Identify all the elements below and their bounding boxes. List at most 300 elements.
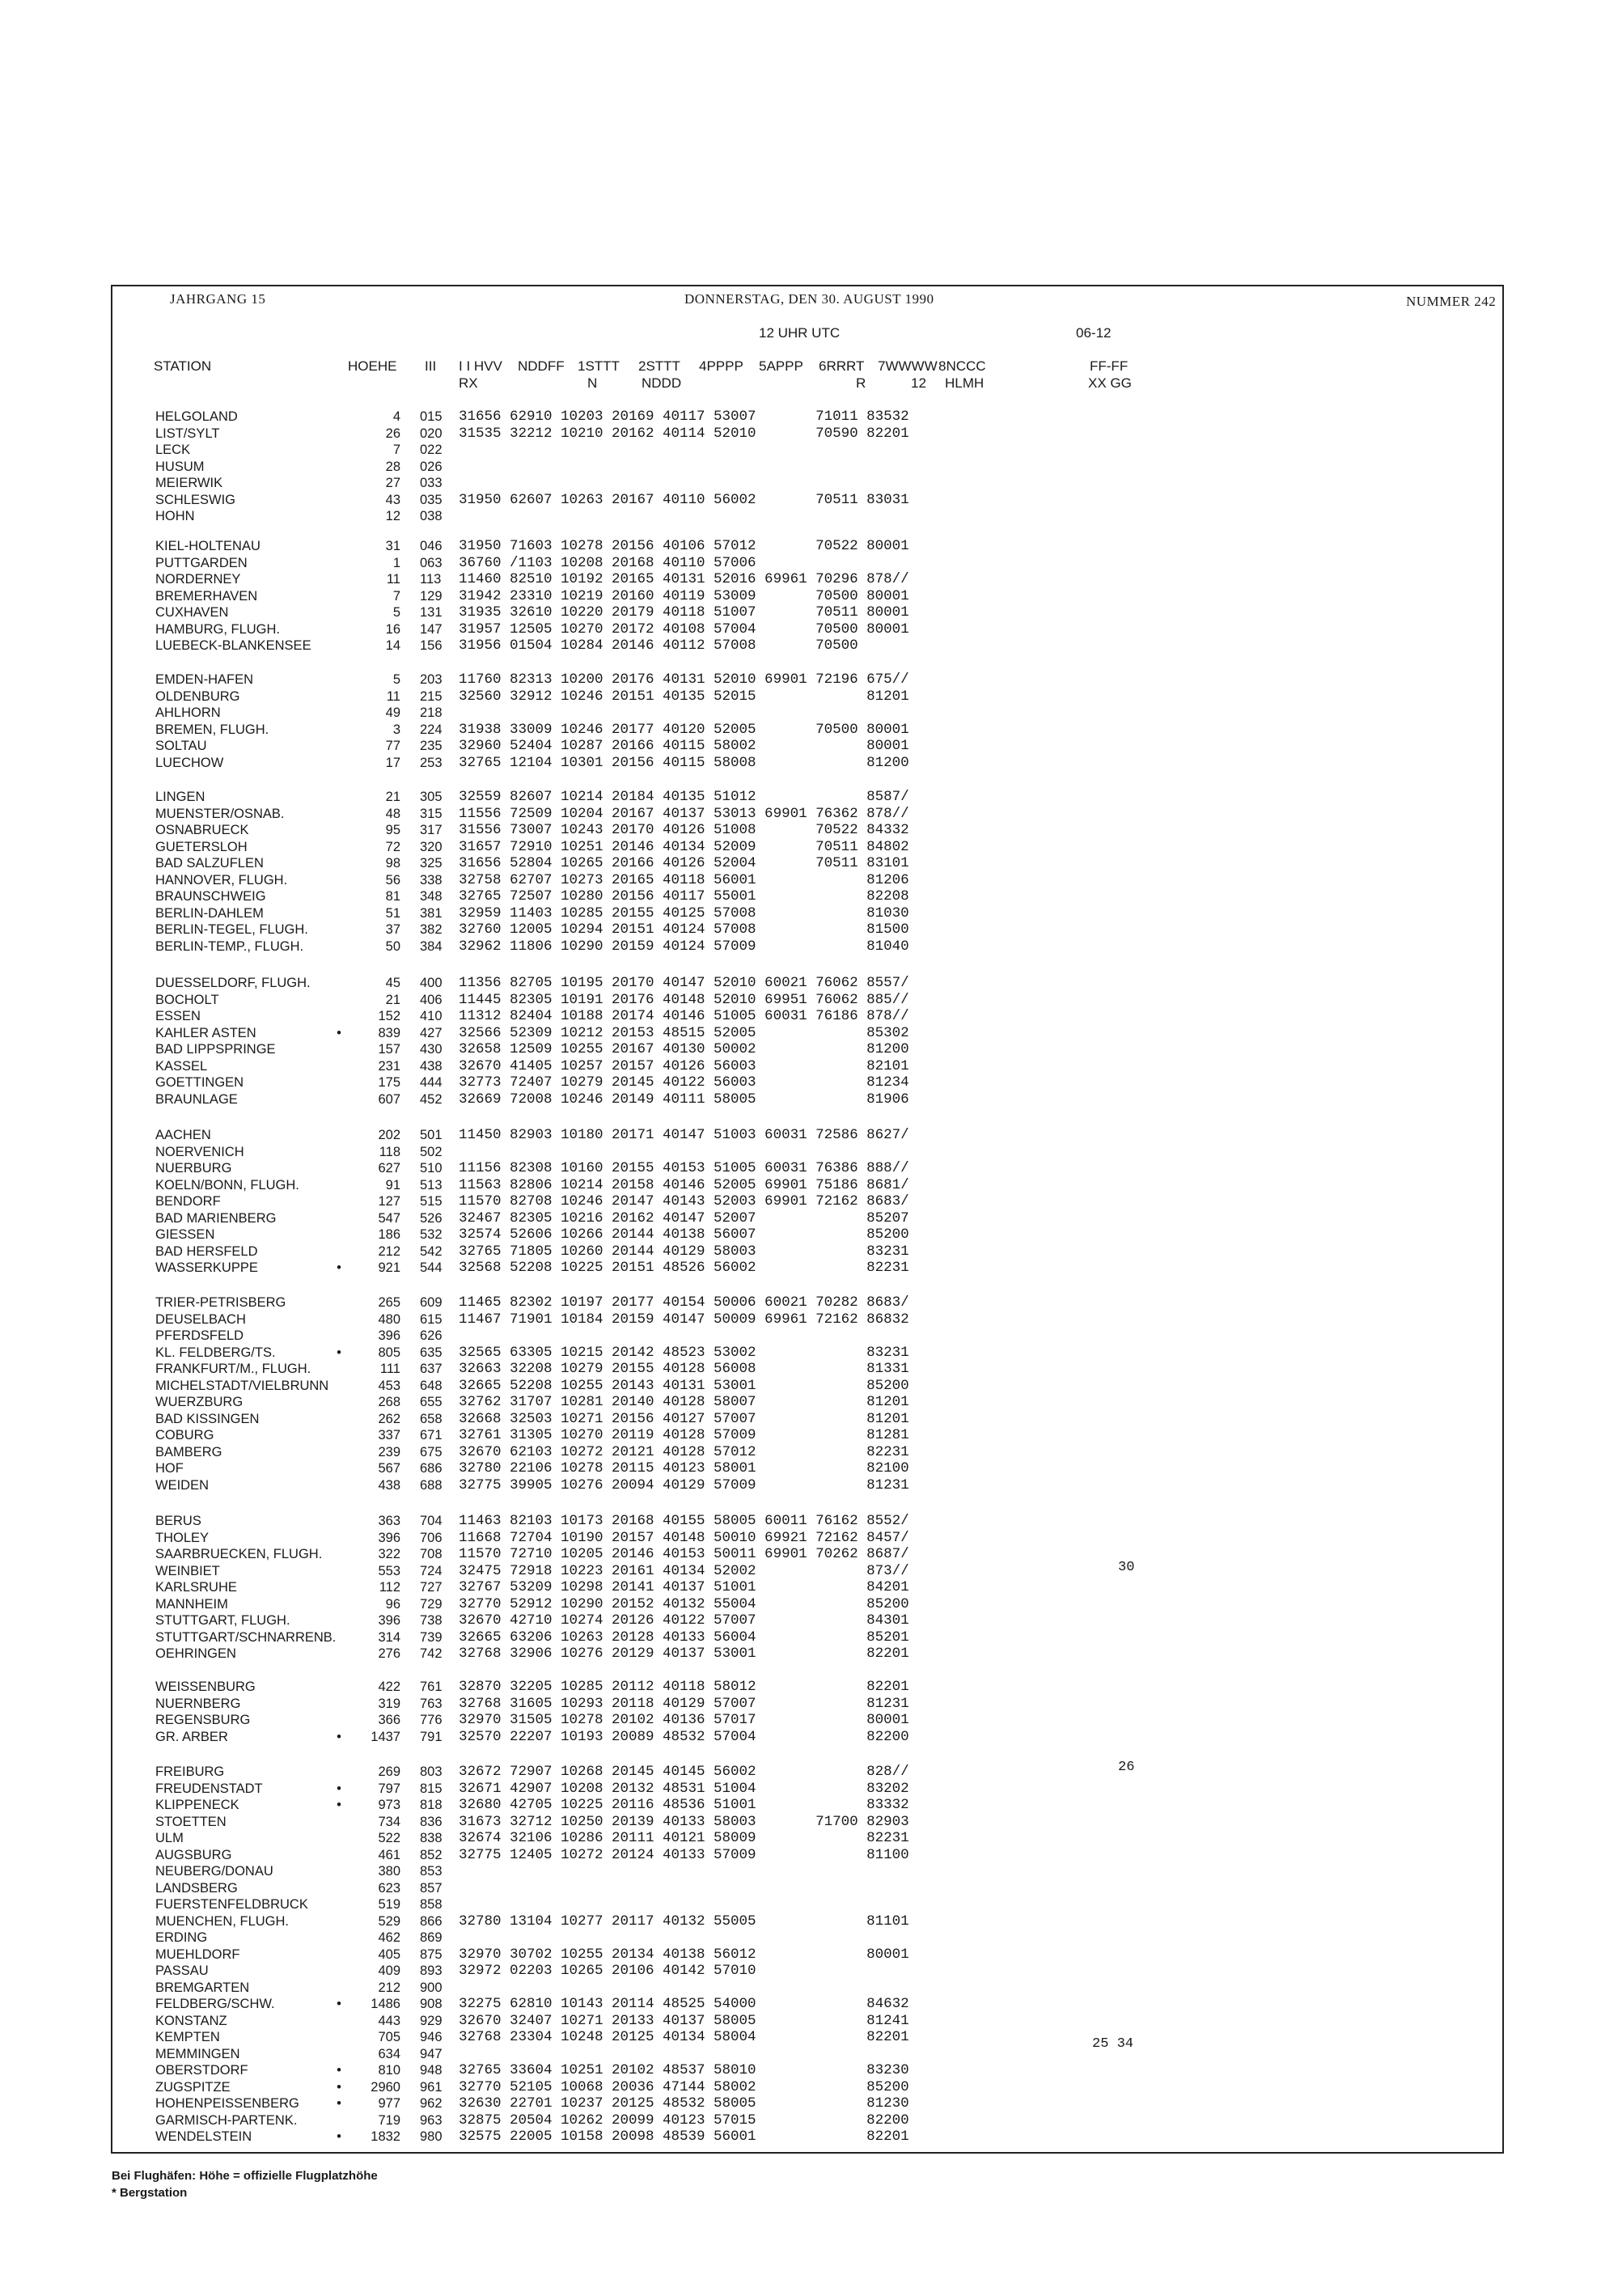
station-name: AUGSBURG (155, 1847, 232, 1862)
synop-groups: 11760 82313 10200 20176 40131 52010 69901 72196 675// (459, 671, 909, 688)
station-height: 56 (385, 872, 400, 887)
date-label: DONNERSTAG, DEN 30. AUGUST 1990 (684, 291, 934, 307)
station-height: 719 (378, 2112, 400, 2128)
station-name: MUEHLDORF (155, 1947, 240, 1962)
station-index: 962 (420, 2096, 443, 2111)
station-name: CUXHAVEN (155, 605, 229, 620)
station-name: WEIDEN (155, 1477, 209, 1493)
station-height: 7 (392, 588, 400, 604)
station-height: 276 (378, 1646, 400, 1661)
mountain-marker (333, 1460, 345, 1477)
station-name: SCHLESWIG (155, 492, 236, 507)
station-index: 320 (420, 839, 443, 854)
mountain-marker (333, 921, 345, 938)
mountain-marker (333, 1546, 345, 1563)
synop-groups: 31938 33009 10246 20177 40120 52005 70500 80001 (459, 721, 909, 738)
station-name: KEMPTEN (155, 2030, 220, 2044)
synop-groups: 32770 52105 10068 20036 47144 58002 85200 (459, 2078, 909, 2095)
station-height: 396 (378, 1530, 400, 1545)
station-height: 26 (385, 426, 400, 441)
station-index: 438 (420, 1058, 443, 1074)
station-height: 634 (378, 2046, 400, 2061)
station-name: PASSAU (155, 1963, 209, 1978)
synop-groups: 32568 52208 10225 20151 48526 56002 82231 (459, 1260, 909, 1276)
mountain-marker (333, 442, 345, 459)
station-name: BREMERHAVEN (155, 588, 258, 604)
mountain-marker (333, 1947, 345, 1963)
mountain-marker (333, 621, 345, 638)
station-name: GUETERSLOH (155, 839, 248, 854)
station-index: 325 (420, 856, 443, 871)
synop-groups: 32275 62810 10143 20114 48525 54000 84632 (459, 1996, 909, 2012)
synop-groups: 31673 32712 10250 20139 40133 58003 71700 82903 (459, 1813, 909, 1830)
station-index: 900 (420, 1980, 443, 1995)
mountain-marker (333, 426, 345, 443)
station-name: LUECHOW (155, 755, 224, 770)
col-9a: 8NCCC (938, 358, 986, 374)
station-name: MUENCHEN, FLUGH. (155, 1913, 290, 1929)
station-index: 853 (420, 1864, 443, 1879)
station-index: 430 (420, 1042, 443, 1057)
station-height: 405 (378, 1947, 400, 1962)
col-1b: RX (459, 375, 478, 391)
synop-groups: 11465 82302 10197 20177 40154 50006 60021 70282 8683/ (459, 1294, 909, 1311)
mountain-marker (333, 789, 345, 806)
station-height: 547 (378, 1210, 400, 1226)
station-name: NORDERNEY (155, 572, 241, 587)
station-index: 658 (420, 1411, 443, 1426)
synop-groups: 31656 62910 10203 20169 40117 53007 71011 83532 (459, 409, 909, 425)
synop-groups: 32658 12509 10255 20167 40130 50002 81200 (459, 1041, 909, 1057)
side-note-1: 30 (1118, 1560, 1135, 1575)
mountain-marker (333, 705, 345, 722)
station-height: 529 (378, 1913, 400, 1929)
station-height: 4 (392, 409, 400, 424)
station-height: 21 (385, 992, 400, 1007)
station-index: 836 (420, 1814, 443, 1829)
mountain-marker (333, 1563, 345, 1580)
station-index: 635 (420, 1345, 443, 1360)
station-name: BAD HERSFELD (155, 1243, 258, 1259)
station-index: 929 (420, 2013, 443, 2028)
station-index: 708 (420, 1547, 443, 1561)
station-height: 839 (378, 1025, 400, 1040)
mountain-marker (333, 2112, 345, 2129)
station-name: OSNABRUECK (155, 823, 249, 837)
station-name: ULM (155, 1831, 184, 1845)
station-name: BAD SALZUFLEN (155, 856, 264, 871)
station-index: 410 (420, 1009, 443, 1023)
station-height: 337 (378, 1428, 400, 1442)
synop-groups: 11563 82806 10214 20158 40146 52005 69901 75186 8681/ (459, 1176, 909, 1193)
station-index: 020 (420, 426, 443, 441)
station-name: DUESSELDORF, FLUGH. (155, 976, 311, 990)
station-name: FREIBURG (155, 1764, 225, 1779)
station-index: 671 (420, 1428, 443, 1442)
synop-groups: 32663 32208 10279 20155 40128 56008 81331 (459, 1361, 909, 1377)
station-index: 253 (420, 755, 443, 770)
col-8b: 12 (911, 375, 926, 391)
col-2a: NDDFF (518, 358, 565, 374)
station-name: NUERNBERG (155, 1696, 241, 1711)
station-height: 27 (385, 476, 400, 490)
mountain-marker (333, 1646, 345, 1663)
station-height: 48 (385, 806, 400, 821)
mountain-marker (333, 1847, 345, 1864)
synop-groups: 32574 52606 10266 20144 40138 56007 85200 (459, 1226, 909, 1243)
station-index: 961 (420, 2079, 443, 2095)
station-name: BRAUNSCHWEIG (155, 889, 266, 904)
station-name: REGENSBURG (155, 1713, 251, 1727)
station-index: 869 (420, 1930, 443, 1945)
mountain-marker (333, 1091, 345, 1108)
mountain-marker (333, 638, 345, 654)
station-height: 5 (392, 605, 400, 620)
station-index: 427 (420, 1025, 443, 1040)
station-index: 704 (420, 1514, 443, 1528)
mountain-marker (333, 1963, 345, 1980)
mountain-marker: • (337, 2096, 341, 2111)
station-name: HOHENPEISSENBERG (155, 2096, 299, 2111)
station-index: 338 (420, 872, 443, 887)
station-index: 315 (420, 806, 443, 821)
mountain-marker (333, 1596, 345, 1613)
synop-groups: 11156 82308 10160 20155 40153 51005 60031 76386 888// (459, 1160, 909, 1176)
station-height: 366 (378, 1713, 400, 1727)
station-height: 422 (378, 1680, 400, 1694)
station-index: 791 (420, 1729, 443, 1744)
synop-groups: 31535 32212 10210 20162 40114 52010 70590 82201 (459, 425, 909, 442)
station-height: 111 (379, 1362, 400, 1376)
mountain-marker: • (337, 1781, 341, 1796)
mountain-marker (333, 1814, 345, 1831)
station-index: 724 (420, 1563, 443, 1578)
station-index: 063 (420, 555, 443, 570)
synop-groups: 32870 32205 10285 20112 40118 58012 82201 (459, 1679, 909, 1695)
station-name: MANNHEIM (155, 1596, 228, 1612)
station-height: 805 (378, 1345, 400, 1360)
station-name: KLIPPENECK (155, 1798, 239, 1812)
synop-groups: 32770 52912 10290 20152 40132 55004 85200 (459, 1595, 909, 1612)
station-height: 1486 (371, 1997, 400, 2011)
station-name: STOETTEN (155, 1814, 227, 1829)
station-name: LIST/SYLT (155, 426, 220, 441)
station-name: BERLIN-TEMP., FLUGH. (155, 938, 304, 954)
station-index: 648 (420, 1378, 443, 1393)
synop-groups: 11312 82404 10188 20174 40146 51005 60031 76186 878// (459, 1008, 909, 1024)
station-name: STUTTGART/SCHNARRENB. (155, 1629, 337, 1645)
station-name: MUENSTER/OSNAB. (155, 806, 285, 821)
synop-groups: 32780 13104 10277 20117 40132 55005 81101 (459, 1913, 909, 1930)
mountain-marker: • (337, 1260, 341, 1275)
station-height: 519 (378, 1897, 400, 1912)
station-index: 980 (420, 2129, 443, 2144)
station-height: 5 (392, 672, 400, 687)
col-9b: HLMH (945, 375, 985, 391)
time-title: 12 UHR UTC (759, 325, 841, 341)
station-index: 963 (420, 2112, 443, 2128)
station-name: OEHRINGEN (155, 1646, 236, 1661)
synop-groups: 32773 72407 10279 20145 40122 56003 81234 (459, 1074, 909, 1091)
mountain-marker (333, 1058, 345, 1075)
station-height: 1832 (371, 2129, 400, 2144)
station-index: 946 (420, 2030, 443, 2044)
footnote-airports: Bei Flughäfen: Höhe = offizielle Flugplatzhöhe (112, 2169, 378, 2183)
station-name: OLDENBURG (155, 688, 240, 704)
station-name: BRAUNLAGE (155, 1091, 238, 1107)
synop-groups: 32768 23304 10248 20125 40134 58004 82201 (459, 2029, 909, 2045)
station-name: FELDBERG/SCHW. (155, 1997, 275, 2011)
station-name: BERLIN-TEGEL, FLUGH. (155, 922, 308, 937)
mountain-marker (333, 1427, 345, 1444)
station-name: HOF (155, 1461, 184, 1476)
mountain-marker (333, 722, 345, 739)
col-iii: III (425, 358, 437, 374)
station-name: HOHN (155, 509, 195, 523)
synop-groups: 32758 62707 10273 20165 40118 56001 81206 (459, 871, 909, 888)
station-name: DEUSELBACH (155, 1311, 246, 1327)
station-index: 544 (420, 1260, 443, 1275)
mountain-marker (333, 1243, 345, 1260)
station-name: WASSERKUPPE (155, 1260, 258, 1275)
synop-groups: 32765 12104 10301 20156 40115 58008 81200 (459, 754, 909, 771)
mountain-marker (333, 1311, 345, 1328)
station-height: 973 (378, 1798, 400, 1812)
station-height: 1 (392, 555, 400, 570)
station-name: SAARBRUECKEN, FLUGH. (155, 1547, 323, 1561)
synop-groups: 32672 72907 10268 20145 40145 56002 828// (459, 1764, 909, 1780)
station-name: LINGEN (155, 790, 205, 804)
station-name: KOELN/BONN, FLUGH. (155, 1177, 299, 1192)
station-height: 202 (378, 1128, 400, 1142)
footnote-mountain: * Bergstation (112, 2186, 188, 2200)
synop-groups: 32630 22701 10237 20125 48532 58005 81230 (459, 2095, 909, 2112)
station-height: 186 (378, 1227, 400, 1242)
station-index: 729 (420, 1596, 443, 1612)
synop-groups: 32765 71805 10260 20144 40129 58003 83231 (459, 1243, 909, 1260)
station-height: 553 (378, 1563, 400, 1578)
station-name: BERUS (155, 1514, 201, 1528)
station-height: 152 (378, 1009, 400, 1023)
station-height: 91 (385, 1177, 400, 1192)
synop-groups: 32670 32407 10271 20133 40137 58005 81241 (459, 2012, 909, 2029)
station-name: ESSEN (155, 1009, 201, 1023)
station-height: 810 (378, 2063, 400, 2078)
station-height: 461 (378, 1847, 400, 1862)
station-index: 502 (420, 1144, 443, 1159)
mountain-marker (333, 1629, 345, 1646)
synop-groups: 11668 72704 10190 20157 40148 50010 69921 72162 8457/ (459, 1529, 909, 1546)
station-height: 363 (378, 1514, 400, 1528)
station-index: 818 (420, 1798, 443, 1812)
synop-groups: 32559 82607 10214 20184 40135 51012 8587/ (459, 789, 909, 805)
mountain-marker (333, 839, 345, 856)
station-name: GARMISCH-PARTENK. (155, 2112, 298, 2128)
mountain-marker (333, 975, 345, 992)
station-height: 734 (378, 1814, 400, 1829)
mountain-marker (333, 604, 345, 621)
station-name: LUEBECK-BLANKENSEE (155, 638, 311, 653)
station-height: 409 (378, 1963, 400, 1978)
station-height: 322 (378, 1547, 400, 1561)
station-index: 763 (420, 1696, 443, 1711)
mountain-marker (333, 1210, 345, 1227)
station-index: 609 (420, 1295, 443, 1310)
station-height: 269 (378, 1764, 400, 1779)
station-height: 51 (385, 905, 400, 921)
station-height: 212 (378, 1980, 400, 1995)
station-index: 235 (420, 739, 443, 753)
synop-groups: 32767 53209 10298 20141 40137 51001 84201 (459, 1579, 909, 1595)
station-height: 11 (386, 572, 400, 587)
station-index: 655 (420, 1395, 443, 1409)
synop-groups: 32674 32106 10286 20111 40121 58009 82231 (459, 1830, 909, 1846)
mountain-marker: • (337, 2079, 341, 2095)
synop-groups: 32765 33604 10251 20102 48537 58010 83230 (459, 2062, 909, 2078)
station-index: 532 (420, 1227, 443, 1242)
mountain-marker (333, 1008, 345, 1025)
station-index: 776 (420, 1713, 443, 1727)
synop-groups: 32671 42907 10208 20132 48531 51004 83202 (459, 1780, 909, 1797)
synop-groups: 11445 82305 10191 20176 40148 52010 69951 76062 885// (459, 991, 909, 1008)
col-8a: 7WWWW (878, 358, 938, 374)
synop-groups: 31950 62607 10263 20167 40110 56002 70511 83031 (459, 491, 909, 508)
station-name: WENDELSTEIN (155, 2129, 252, 2144)
station-index: 727 (420, 1580, 443, 1595)
station-index: 215 (420, 688, 443, 704)
synop-groups: 31957 12505 10270 20172 40108 57004 70500 80001 (459, 621, 909, 638)
synop-groups: 36760 /1103 10208 20168 40110 57006 (459, 554, 756, 571)
mountain-marker (333, 1144, 345, 1161)
mountain-marker (333, 1712, 345, 1729)
station-name: PUTTGARDEN (155, 555, 248, 570)
station-index: 542 (420, 1243, 443, 1259)
station-height: 45 (385, 976, 400, 990)
col-3b: N (587, 375, 598, 391)
station-index: 815 (420, 1781, 443, 1796)
synop-groups: 11570 82708 10246 20147 40143 52003 69901 72162 8683/ (459, 1193, 909, 1209)
station-height: 50 (385, 938, 400, 954)
station-height: 239 (378, 1444, 400, 1459)
col-4a: 2STTT (638, 358, 680, 374)
synop-groups: 32680 42705 10225 20116 48536 51001 83332 (459, 1797, 909, 1813)
station-height: 265 (378, 1295, 400, 1310)
mountain-marker (333, 1764, 345, 1781)
mountain-marker (333, 492, 345, 509)
station-index: 147 (420, 621, 443, 637)
synop-groups: 31956 01504 10284 20146 40112 57008 70500 (459, 638, 858, 654)
synop-groups: 32570 22207 10193 20089 48532 57004 82200 (459, 1728, 909, 1745)
synop-groups: 31935 32610 10220 20179 40118 51007 70511 80001 (459, 604, 909, 621)
station-name: BOCHOLT (155, 992, 219, 1007)
station-height: 98 (385, 856, 400, 871)
station-index: 015 (420, 409, 443, 424)
mountain-marker (333, 1880, 345, 1897)
mountain-marker (333, 409, 345, 426)
station-name: GR. ARBER (155, 1729, 228, 1744)
station-index: 948 (420, 2063, 443, 2078)
synop-groups: 32566 52309 10212 20153 48515 52005 85302 (459, 1024, 909, 1041)
station-index: 803 (420, 1764, 443, 1779)
mountain-marker (333, 1177, 345, 1194)
station-name: BAMBERG (155, 1444, 222, 1459)
station-name: BREMGARTEN (155, 1980, 250, 1995)
synop-groups: 32565 63305 10215 20142 48523 53002 83231 (459, 1344, 909, 1361)
mountain-marker (333, 1696, 345, 1713)
synop-groups: 32970 30702 10255 20134 40138 56012 80001 (459, 1946, 909, 1963)
station-height: 72 (385, 839, 400, 854)
synop-groups: 32670 62103 10272 20121 40128 57012 82231 (459, 1443, 909, 1460)
station-index: 510 (420, 1161, 443, 1176)
station-index: 858 (420, 1897, 443, 1912)
mountain-marker (333, 855, 345, 872)
station-height: 977 (378, 2096, 400, 2111)
station-height: 31 (385, 539, 400, 553)
station-height: 17 (385, 755, 400, 770)
col-7b: R (856, 375, 866, 391)
station-height: 443 (378, 2013, 400, 2028)
station-name: HELGOLAND (155, 409, 238, 424)
station-index: 515 (420, 1194, 443, 1209)
station-index: 875 (420, 1947, 443, 1962)
station-index: 129 (420, 588, 443, 604)
station-name: WEISSENBURG (155, 1680, 256, 1694)
synop-groups: 32560 32912 10246 20151 40135 52015 81201 (459, 688, 909, 705)
station-height: 77 (385, 739, 400, 753)
col-3a: 1STTT (578, 358, 620, 374)
synop-groups: 32575 22005 10158 20098 48539 56001 82201 (459, 2129, 909, 2145)
station-index: 382 (420, 922, 443, 937)
station-height: 522 (378, 1831, 400, 1845)
station-name: WUERZBURG (155, 1395, 244, 1409)
synop-groups: 32665 63206 10263 20128 40133 56004 85201 (459, 1629, 909, 1646)
station-index: 706 (420, 1530, 443, 1545)
synop-groups: 32762 31707 10281 20140 40128 58007 81201 (459, 1394, 909, 1410)
station-index: 224 (420, 722, 443, 737)
mountain-marker (333, 1612, 345, 1629)
synop-groups: 32669 72008 10246 20149 40111 58005 81906 (459, 1091, 909, 1108)
station-name: TRIER-PETRISBERG (155, 1295, 286, 1310)
mountain-marker (333, 2029, 345, 2046)
station-height: 607 (378, 1091, 400, 1107)
synop-groups: 32761 31305 10270 20119 40128 57009 81281 (459, 1427, 909, 1443)
station-height: 921 (378, 1260, 400, 1275)
mountain-marker: • (337, 1798, 341, 1812)
station-height: 705 (378, 2030, 400, 2044)
station-height: 1437 (371, 1729, 400, 1744)
station-index: 218 (420, 705, 443, 720)
station-name: WEINBIET (155, 1563, 220, 1578)
station-height: 95 (385, 823, 400, 837)
station-name: GIESSEN (155, 1227, 215, 1242)
station-index: 033 (420, 476, 443, 490)
station-height: 157 (378, 1042, 400, 1057)
station-name: HAMBURG, FLUGH. (155, 621, 281, 637)
station-index: 348 (420, 889, 443, 904)
synop-groups: 31656 52804 10265 20166 40126 52004 70511 83101 (459, 855, 909, 871)
mountain-marker: • (337, 1997, 341, 2011)
issue-number: NUMMER 242 (1406, 294, 1497, 309)
mountain-marker (333, 1530, 345, 1547)
station-name: KARLSRUHE (155, 1580, 237, 1595)
station-index: 305 (420, 790, 443, 804)
station-name: BAD MARIENBERG (155, 1210, 277, 1226)
station-name: LECK (155, 443, 191, 457)
synop-groups: 32670 41405 10257 20157 40126 56003 82101 (459, 1057, 909, 1074)
side-note-2: 26 (1118, 1760, 1135, 1775)
mountain-marker (333, 1127, 345, 1144)
col-10a: FF-FF (1090, 358, 1129, 374)
